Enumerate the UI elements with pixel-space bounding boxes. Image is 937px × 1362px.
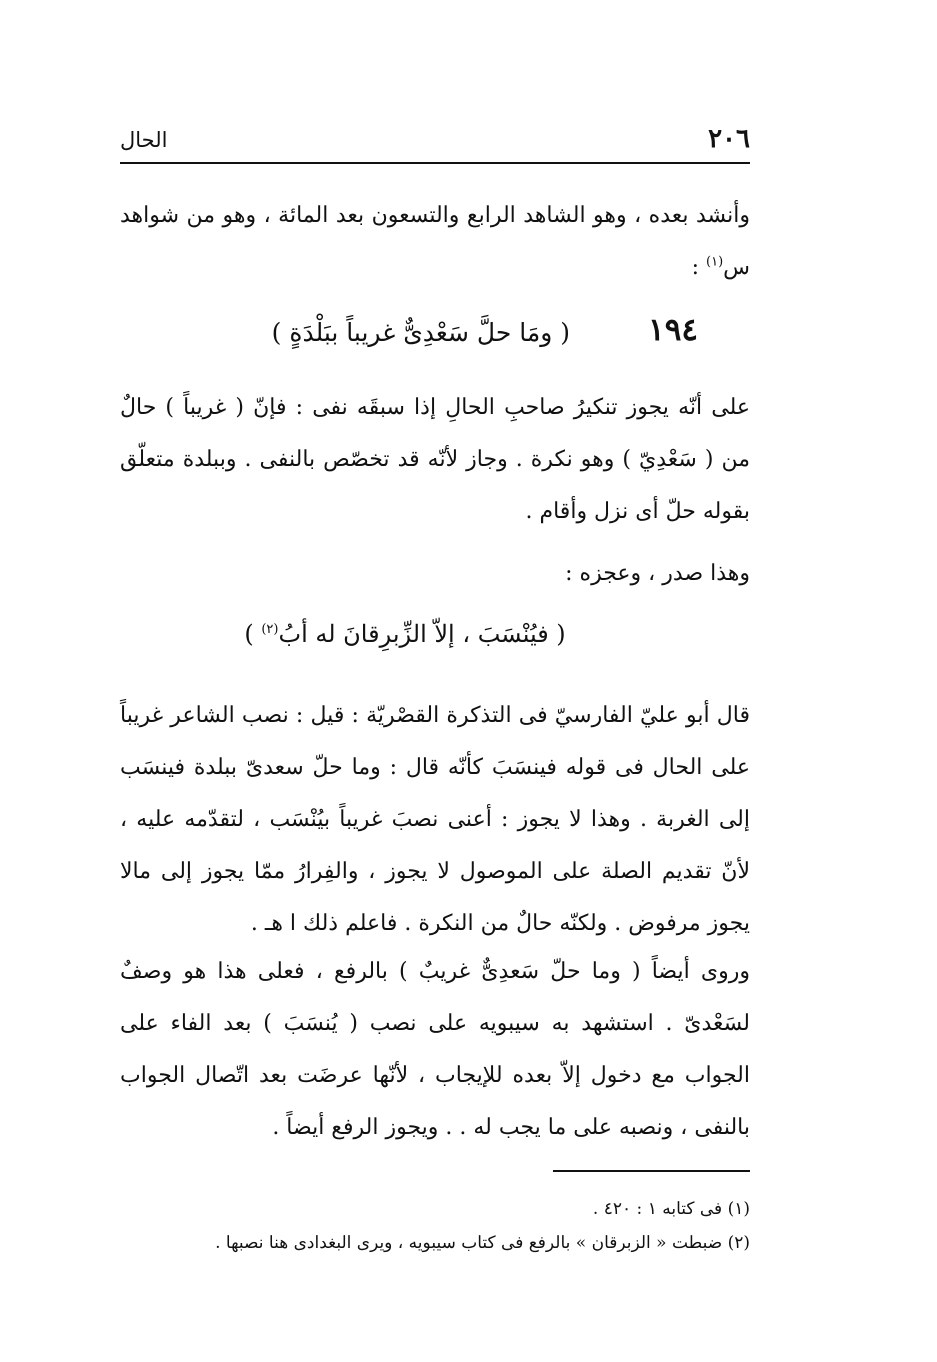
verse-text: ( ومَا حلَّ سَعْدِىٌّ غريباً ببَلْدَةٍ ) xyxy=(271,318,570,347)
running-title: الحال xyxy=(120,128,168,152)
page-number: ٢٠٦ xyxy=(708,124,750,154)
paragraph-hemistich-intro: وهذا صدر ، وعجزه : xyxy=(565,561,750,586)
footnote-1: (١) فى كتابه ١ : ٤٢٠ . xyxy=(592,1199,750,1219)
second-hemistich xyxy=(120,620,750,648)
paragraph-riwaya: وروى أيضاً ( وما حلّ سَعدِىٌّ غريبٌ ) بالرفع ، فعلى هذا هو وصفٌ لسَعْدىّ . استشهد به سيبويه على نصب ( يُنسَبَ ) بعد الفاء على الجواب مع دخول إلاّ بعده للإيجاب ، لأنّها عرضَت بعد اتّصال الجواب بالنفى ، ونصبه على ما يجب له . . ويجوز الرفع أيضاً . xyxy=(120,959,750,1140)
footnote-rule xyxy=(553,1170,750,1172)
intro-paragraph xyxy=(120,190,750,294)
footnote-ref-2: (٢) xyxy=(261,622,279,637)
header-rule xyxy=(120,162,750,164)
verse-number: ١٩٤ xyxy=(648,312,698,348)
footnotes xyxy=(120,1192,750,1260)
hemistich-close: ) xyxy=(244,620,262,648)
paragraph-farisi: قال أبو عليّ الفارسيّ فى التذكرة القصْريّة : قيل : نصب الشاعر غريباً على الحال فى قوله فينسَبَ كأنّه قال : وما حلّ سعدىّ ببلدة فينسَب إلى الغربة . وهذا لا يجوز : أعنى نصبَ غريباً بيُنْسَب ، لتقدّمه عليه ، لأنّ تقديم الصلة على الموصول لا يجوز ، والفِرارُ ممّا يجوز إلى مالا يجوز مرفوض . ولكنّه حالٌ من النكرة . فاعلم ذلك ا هـ . xyxy=(120,703,750,936)
hemistich-text: ( فيُنْسَبَ ، إلاّ الزِّبرِقانَ له أبُ xyxy=(278,620,566,648)
footnote-ref-1: (١) xyxy=(706,254,724,270)
intro-text: وأنشد بعده ، وهو الشاهد الرابع والتسعون بعد المائة ، وهو من شواهد س xyxy=(120,203,750,280)
paragraph-analysis: على أنّه يجوز تنكيرُ صاحبِ الحالِ إذا سبقَه نفى : فإنّ ( غريباً ) حالٌ من ( سَعْدِيّ ) وهو نكرة . وجاز لأنّه قد تخصّص بالنفى . وببلدة متعلّق بقوله حلّ أى نزل وأقام . xyxy=(120,395,750,524)
intro-end: : xyxy=(691,255,706,280)
page-header xyxy=(120,122,750,162)
footnote-2: (٢) ضبطت « الزبرقان » بالرفع فى كتاب سيبويه ، ويرى البغدادى هنا نصبها . xyxy=(215,1233,750,1253)
